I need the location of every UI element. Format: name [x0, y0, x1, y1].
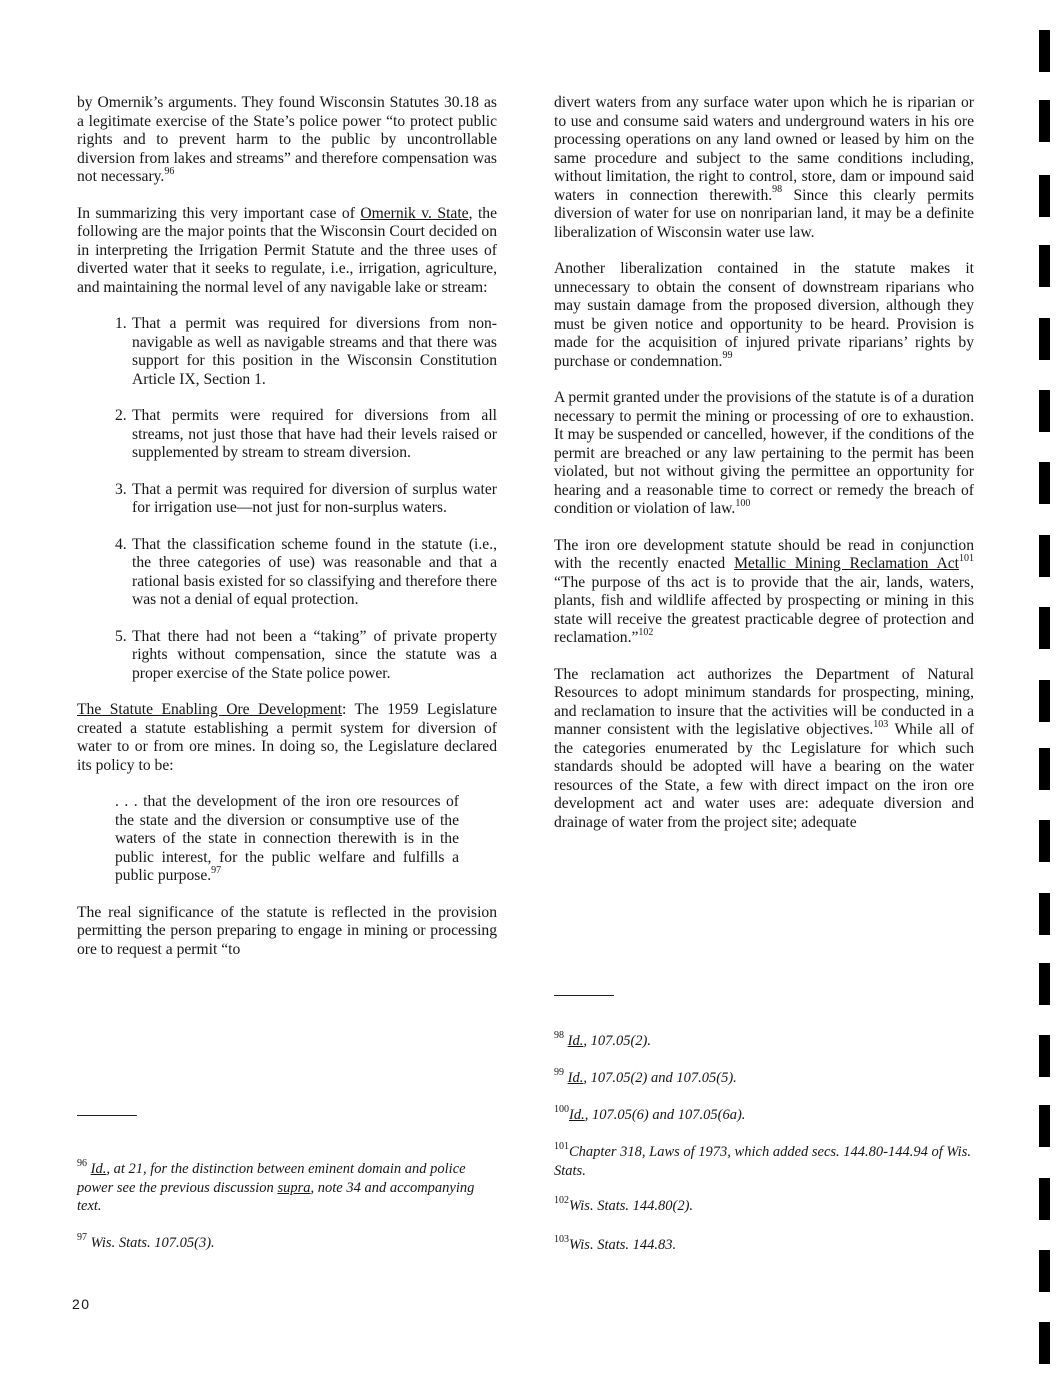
footnote-rule	[554, 995, 614, 996]
right-column	[554, 94, 974, 850]
edge-mark	[1039, 1105, 1050, 1147]
act-name: Metallic Mining Reclamation Act	[734, 555, 959, 572]
footnote: $^{96}$ Id., at 21, for the distinction between eminent domain and police power see the previous discussion supra, note 34 and accompanying text.	[77, 1158, 475, 1214]
footnote: $^{98}$ Id., 107.05(2).	[554, 1030, 652, 1049]
paragraph: Another liberalization contained in the statute makes it unnecessary to obtain the consent of downstream riparians who may sustain damage from the proposed diversion, although they must be given notice and opportunity to be heard. Provision is made for the acquisition of injured private riparians’ rights by purchase or condemnation.$^{99}$	[554, 260, 974, 370]
edge-mark	[1039, 390, 1050, 432]
footnote: $^{101}$Chapter 318, Laws of 1973, which added secs. 144.80-144.94 of Wis. Stats.	[554, 1141, 971, 1179]
edge-mark	[1039, 680, 1050, 722]
footnote: $^{100}$Id., 107.05(6) and 107.05(6a).	[554, 1104, 746, 1123]
footnote-ref: 99	[722, 350, 733, 362]
edge-mark	[1039, 100, 1050, 142]
edge-mark	[1039, 245, 1050, 287]
list-item: 5. That there had not been a “taking” of private property rights without compensation, since the statute was a proper exercise of the State police power.	[115, 627, 497, 682]
list-item: 3. That a permit was required for diversion of surplus water for irrigation use—not just for non-surplus waters.	[115, 480, 497, 516]
footnote-ref: 102	[638, 626, 654, 638]
edge-mark	[1039, 748, 1050, 790]
edge-mark	[1039, 820, 1050, 862]
numbered-list	[77, 315, 497, 683]
list-item: 4. That the classification scheme found in the statute (i.e., the three categories of use) was reasonable and that a rational basis existed for so classifying and therefore there was not a denial of equal protection.	[115, 535, 497, 608]
edge-mark	[1039, 1035, 1050, 1077]
paragraph: The iron ore development statute should be read in conjunction with the recently enacted Metallic Mining Reclamation Act$^{101}$ “The purpose of ths act is to provide that the air, lands, waters, plants, fish and wildlife affected by prospecting or mining in this state will receive the greatest practicable degree of protection and reclamation.”$^{102}$	[554, 536, 974, 646]
paragraph: by Omernik’s arguments. They found Wisconsin Statutes 30.18 as a legitimate exercise of the State’s police power “to protect public rights and to prevent harm to the public by uncontrollable diversion from lakes and streams” and therefore compensation was not necessary.$^{96}$	[77, 94, 497, 185]
footnote: $^{99}$ Id., 107.05(2) and 107.05(5).	[554, 1067, 737, 1086]
footnote: $^{97}$ Wis. Stats. 107.05(3).	[77, 1232, 215, 1251]
paragraph: divert waters from any surface water upon which he is riparian or to use and consume said waters and underground waters in his ore processing operations on any land owned or leased by him on the same procedure and subject to the same conditions including, without limitation, the right to control, store, dam or impound said waters in connection therewith.$^{98}$ Since this clearly permits diversion of water for use on nonriparian land, it may be a definite liberalization of Wisconsin water use law.	[554, 94, 974, 241]
footnote-ref: 98	[772, 184, 783, 196]
paragraph: The real significance of the statute is reflected in the provision permitting the person preparing to engage in mining or processing ore to request a permit “to	[77, 903, 497, 958]
list-item: 2. That permits were required for diversions from all streams, not just those that have had their levels raised or supplemented by stream to stream diversion.	[115, 407, 497, 461]
footnote-ref: 97	[211, 864, 222, 876]
footnote-ref: 96	[164, 165, 175, 177]
edge-mark	[1039, 1250, 1050, 1292]
edge-mark	[1039, 318, 1050, 360]
footnote-rule	[77, 1115, 137, 1116]
edge-mark	[1039, 607, 1050, 649]
paragraph: The reclamation act authorizes the Department of Natural Resources to adopt minimum standards for prospecting, mining, and reclamation to insure that the activities will be conducted in a manner consistent with the legislative objectives.$^{103}$ While all of the categories enumerated by thc Legislature for which such standards should be adopted will have a bearing on the water resources of the State, a few with direct impact on the iron ore development act and water uses are: adequate diversion and drainage of water from the project site; adequate	[554, 665, 974, 831]
edge-mark	[1039, 1178, 1050, 1220]
footnote: $^{102}$Wis. Stats. 144.80(2).	[554, 1195, 694, 1214]
footnote-ref: 100	[735, 497, 751, 509]
edge-mark	[1039, 535, 1050, 577]
footnote-ref: 103	[873, 718, 889, 730]
section-heading: The Statute Enabling Ore Development	[77, 701, 343, 718]
paragraph: The Statute Enabling Ore Development: The 1959 Legislature created a statute establishing a permit system for diversion of water to or from ore mines. In doing so, the Legislature declared its policy to be:	[77, 701, 497, 774]
edge-mark	[1039, 1322, 1050, 1364]
footnote: $^{103}$Wis. Stats. 144.83.	[554, 1234, 677, 1253]
edge-mark	[1039, 175, 1050, 217]
block-quote: . . . that the development of the iron ore resources of the state and the diversion or consumptive use of the waters of the state in connection therewith is in the public interest, for the public welfare and fulfills a public purpose.$^{97}$	[115, 793, 459, 884]
list-item: 1. That a permit was required for diversions from non-navigable as well as navigable streams and that there was support for this position in the Wisconsin Constitution Article IX, Section 1.	[115, 315, 497, 388]
paragraph: A permit granted under the provisions of the statute is of a duration necessary to permit the mining or processing of ore to exhaustion. It may be suspended or cancelled, however, if the conditions of the permit are breached or any law pertaining to the permit has been violated, but not without giving the permittee an opportunity for hearing and a reasonable time to correct or remedy the breach of condition or violation of law.$^{100}$	[554, 389, 974, 517]
page-number: 20	[72, 1296, 91, 1312]
edge-mark	[1039, 893, 1050, 935]
footnote-ref: 101	[959, 552, 974, 564]
edge-mark	[1039, 30, 1050, 72]
edge-mark	[1039, 963, 1050, 1005]
edge-mark	[1039, 462, 1050, 504]
paragraph: In summarizing this very important case of Omernik v. State, the following are the major points that the Wisconsin Court decided on in interpreting the Irrigation Permit Statute and the three uses of diverted water that it seeks to regulate, i.e., irrigation, agriculture, and maintaining the normal level of any navigable lake or stream:	[77, 204, 498, 296]
left-column	[77, 94, 497, 977]
case-name: Omernik v. State	[360, 204, 469, 222]
